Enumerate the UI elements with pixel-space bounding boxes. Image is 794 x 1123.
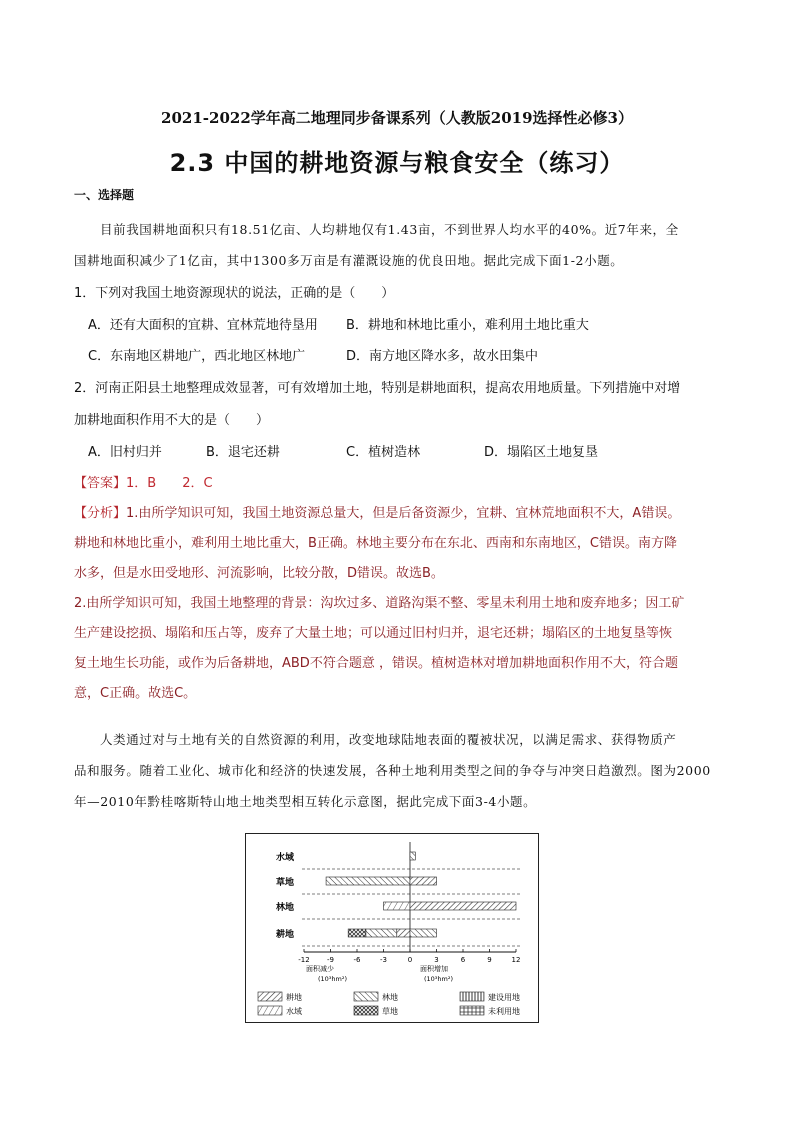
q1-option-a: A．还有大面积的宜耕、宜林荒地待垦用 [88,318,318,333]
legend-label: 林地 [382,993,398,1002]
bar-林地 [410,929,437,937]
category-label: 水域 [276,853,295,863]
section-heading: 一、选择题 [74,188,135,202]
answer-label: 【答案】 [74,476,127,491]
analysis-line2: 耕地和林地比重小，难利用土地比重大，B正确。林地主要分布在东北、西南和东南地区，C错误。南方降 [74,536,677,551]
intro-paragraph-2 [74,724,720,817]
legend-swatch-耕地 [258,992,282,1001]
legend-label: 建设用地 [488,993,520,1002]
analysis-line7: 意，C正确。故选C。 [74,686,197,701]
intro1-line1: 目前我国耕地面积只有18.51亿亩、人均耕地仅有1.43亩，不到世界人均水平的40%。近7年来，全 [100,222,679,237]
analysis-line1-text: 1.由所学知识可知，我国土地资源总量大，但是后备资源少，宜耕、宜林荒地面积不大，A错误。 [126,506,681,521]
legend-swatch-草地 [354,1006,378,1015]
intro2-line1: 人类通过对与土地有关的自然资源的利用，改变地球陆地表面的覆被状况，以满足需求、获得物质产 [100,732,677,747]
analysis-line3: 水多，但是水田受地形、河流影响，比较分散，D错误。故选B。 [74,566,444,581]
q2-option-c: C．植树造林 [346,445,421,460]
intro2-line2: 品和服务。随着工业化、城市化和经济的快速发展，各种土地利用类型之间的争夺与冲突日趋激烈。图为2000 [74,763,711,778]
legend-swatch-林地 [354,992,378,1001]
bar-林地 [410,852,415,860]
legend-label: 水域 [286,1007,302,1016]
legend-label: 耕地 [286,993,302,1002]
intro2-line3: 年—2010年黔桂喀斯特山地土地类型相互转化示意图，据此完成下面3-4小题。 [74,794,537,809]
intro1-line2: 国耕地面积减少了1亿亩，其中1300多万亩是有灌溉设施的优良田地。据此完成下面1-2小题。 [74,253,624,268]
x-unit-left: (10³hm²) [318,975,348,983]
bar-草地 [348,929,366,937]
x-tick-label: -3 [380,956,387,964]
legend-swatch-建设用地 [460,992,484,1001]
question-2-stem-line2: 加耕地面积作用不大的是（ ） [74,413,270,428]
answer-text: 1．B 2．C [126,476,213,491]
land-conversion-chart-frame [245,833,539,1023]
bar-水域 [384,902,411,910]
legend-swatch-未利用地 [460,1006,484,1015]
page-title: 2.3 中国的耕地资源与粮食安全（练习） [169,149,625,177]
x-tick-label: 12 [511,956,521,964]
legend-label: 未利用地 [488,1007,520,1016]
analysis-line5: 生产建设挖损、塌陷和压占等，废弃了大量土地；可以通过旧村归并，退宅还耕；塌陷区的土地复垦等恢 [74,626,673,641]
bar-耕地 [410,902,516,910]
category-label: 林地 [276,903,295,913]
x-tick-label: 3 [434,956,439,964]
land-conversion-chart [246,834,538,1022]
bar-林地 [326,877,410,885]
analysis-label: 【分析】 [74,506,127,521]
bar-耕地 [397,929,410,937]
answer-line [74,472,213,491]
x-tick-label: -6 [353,956,361,964]
legend-label: 草地 [382,1007,398,1016]
legend-swatch-水域 [258,1006,282,1015]
bar-林地 [366,929,397,937]
analysis-line6: 复土地生长功能，或作为后备耕地，ABD不符合题意 ，错误。植树造林对增加耕地面积作用不大，符合题 [74,656,678,671]
bar-耕地 [410,877,437,885]
x-tick-label: -9 [327,956,334,964]
analysis-line1 [74,499,724,529]
x-tick-label: 9 [487,956,492,964]
x-tick-label: 0 [407,956,413,964]
q1-option-c: C．东南地区耕地广，西北地区林地广 [88,349,306,364]
q2-option-a: A．旧村归并 [88,445,162,460]
intro-paragraph-1 [74,214,720,276]
q2-option-b: B．退宅还耕 [206,445,280,460]
question-2-stem-line1: 2．河南正阳县土地整理成效显著，可有效增加土地，特别是耕地面积，提高农用地质量。下列措施中对增 [74,381,681,396]
x-label-right: 面积增加 [420,965,448,973]
category-label: 草地 [276,878,295,888]
q2-option-d: D．塌陷区土地复垦 [484,445,599,460]
q1-option-d: D．南方地区降水多，故水田集中 [346,349,539,364]
x-unit-right: (10³hm²) [424,975,454,983]
analysis-block [74,499,724,709]
x-tick-label: 6 [460,956,466,964]
series-title: 2021-2022学年高二地理同步备课系列（人教版2019选择性必修3） [161,109,633,127]
analysis-line4: 2.由所学知识可知，我国土地整理的背景：沟坎过多、道路沟渠不整、零星未利用土地和废弃地多；因工矿 [74,596,685,611]
category-label: 耕地 [276,930,295,940]
q1-option-b: B．耕地和林地比重小，难利用土地比重大 [346,318,589,333]
question-1-stem: 1．下列对我国土地资源现状的说法，正确的是（ ） [74,286,395,301]
x-tick-label: -12 [298,956,310,964]
x-label-left: 面积减少 [306,965,334,973]
